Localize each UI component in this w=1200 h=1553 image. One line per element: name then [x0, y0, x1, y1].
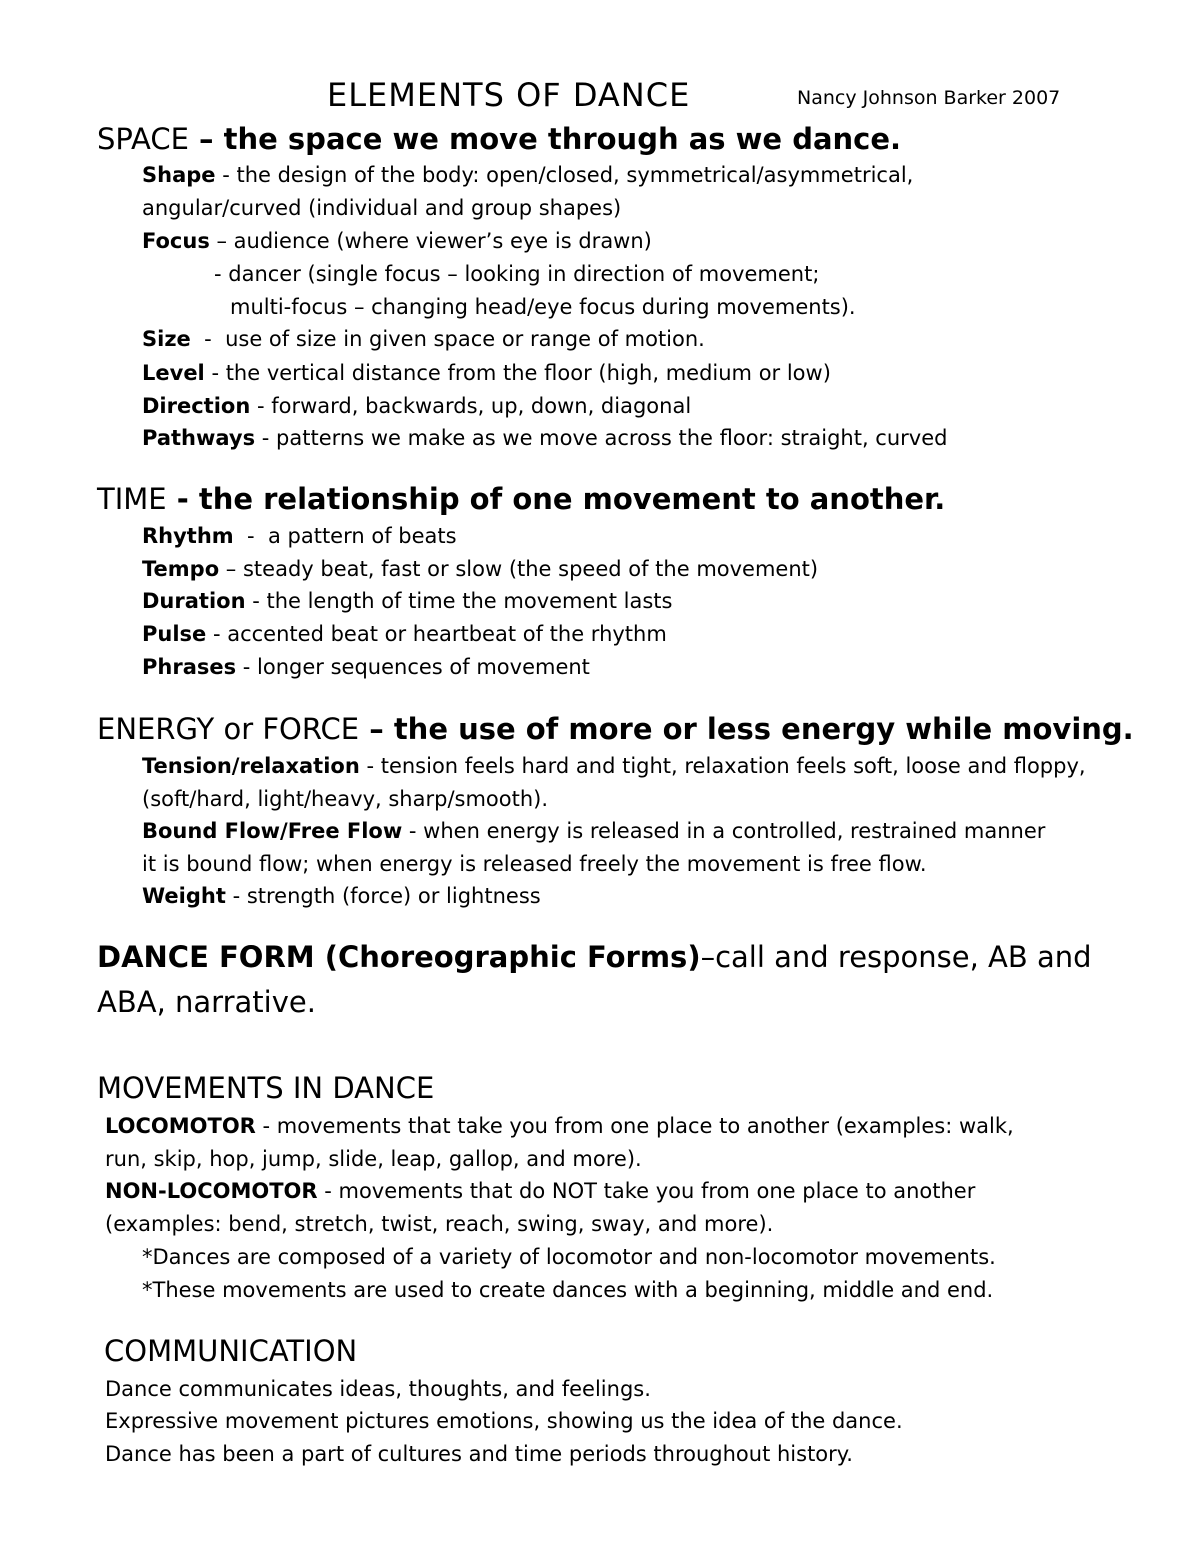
duration-term: Duration [142, 589, 246, 613]
energy-heading [97, 712, 1134, 746]
direction-line [142, 394, 691, 418]
communication-line-1: Dance communicates ideas, thoughts, and feelings. [105, 1377, 651, 1401]
shape-term: Shape [142, 163, 216, 187]
non-locomotor-definition: - movements that do NOT take you from one place to another [317, 1179, 976, 1203]
locomotor-term: LOCOMOTOR [105, 1114, 256, 1138]
size-line [142, 327, 705, 351]
locomotor-line [105, 1114, 1014, 1138]
tempo-line [142, 557, 818, 581]
dance-form-rest: –call and response, AB and [700, 940, 1092, 974]
weight-definition: - strength (force) or lightness [225, 884, 541, 908]
document-title: ELEMENTS OF DANCE [327, 76, 691, 114]
level-line [142, 361, 831, 385]
rhythm-line [142, 524, 457, 548]
non-locomotor-line [105, 1179, 975, 1203]
tension-definition: - tension feels hard and tight, relaxation feels soft, loose and floppy, [359, 754, 1086, 778]
shape-line-cont: angular/curved (individual and group shapes) [142, 196, 622, 220]
space-heading [97, 122, 901, 156]
bound-flow-line [142, 819, 1045, 843]
direction-definition: - forward, backwards, up, down, diagonal [250, 394, 692, 418]
pathways-definition: - patterns we make as we move across the floor: straight, curved [255, 426, 948, 450]
rhythm-definition: - a pattern of beats [233, 524, 457, 548]
tension-line [142, 754, 1086, 778]
space-heading-term: SPACE [97, 122, 189, 156]
communication-line-2: Expressive movement pictures emotions, showing us the idea of the dance. [105, 1409, 903, 1433]
phrases-definition: - longer sequences of movement [236, 655, 590, 679]
energy-heading-term: ENERGY or FORCE [97, 712, 360, 746]
locomotor-line-cont: run, skip, hop, jump, slide, leap, gallop, and more). [105, 1147, 642, 1171]
pathways-term: Pathways [142, 426, 256, 450]
tempo-term: Tempo [142, 557, 220, 581]
level-definition: - the vertical distance from the floor (high, medium or low) [204, 361, 831, 385]
author-credit: Nancy Johnson Barker 2007 [797, 87, 1061, 109]
dance-form-term: DANCE FORM (Choreographic Forms) [97, 940, 701, 974]
pulse-line [142, 622, 667, 646]
communication-line-3: Dance has been a part of cultures and time periods throughout history. [105, 1442, 853, 1466]
weight-line [142, 884, 541, 908]
communication-heading: COMMUNICATION [104, 1334, 358, 1368]
pathways-line [142, 426, 947, 450]
weight-term: Weight [142, 884, 226, 908]
focus-line [142, 229, 652, 253]
size-term: Size [142, 327, 191, 351]
duration-line [142, 589, 672, 613]
bound-flow-definition: - when energy is released in a controlled, restrained manner [402, 819, 1046, 843]
pulse-definition: - accented beat or heartbeat of the rhythm [206, 622, 667, 646]
time-heading-term: TIME [97, 482, 167, 516]
movements-heading: MOVEMENTS IN DANCE [97, 1071, 435, 1105]
dance-form-cont: ABA, narrative. [97, 985, 316, 1019]
shape-line [142, 163, 913, 187]
movements-note-1: *Dances are composed of a variety of locomotor and non-locomotor movements. [142, 1245, 996, 1269]
tension-line-cont: (soft/hard, light/heavy, sharp/smooth). [142, 787, 549, 811]
dance-form-heading [97, 940, 1092, 974]
non-locomotor-line-cont: (examples: bend, stretch, twist, reach, swing, sway, and more). [105, 1212, 774, 1236]
focus-line-2: - dancer (single focus – looking in direction of movement; [214, 262, 820, 286]
rhythm-term: Rhythm [142, 524, 234, 548]
size-definition: - use of size in given space or range of motion. [190, 327, 705, 351]
tension-term: Tension/relaxation [142, 754, 360, 778]
locomotor-definition: - movements that take you from one place to another (examples: walk, [255, 1114, 1014, 1138]
bound-flow-line-cont: it is bound flow; when energy is released freely the movement is free flow. [142, 852, 927, 876]
pulse-term: Pulse [142, 622, 207, 646]
phrases-line [142, 655, 590, 679]
direction-term: Direction [142, 394, 251, 418]
focus-definition: – audience (where viewer’s eye is drawn) [209, 229, 652, 253]
time-heading [97, 482, 945, 516]
focus-term: Focus [142, 229, 210, 253]
energy-heading-rest: – the use of more or less energy while moving. [359, 712, 1134, 746]
tempo-definition: – steady beat, fast or slow (the speed of the movement) [219, 557, 819, 581]
time-heading-rest: - the relationship of one movement to another. [166, 482, 946, 516]
shape-definition: - the design of the body: open/closed, symmetrical/asymmetrical, [215, 163, 914, 187]
duration-definition: - the length of time the movement lasts [245, 589, 673, 613]
level-term: Level [142, 361, 205, 385]
bound-flow-term: Bound Flow/Free Flow [142, 819, 403, 843]
non-locomotor-term: NON-LOCOMOTOR [105, 1179, 318, 1203]
phrases-term: Phrases [142, 655, 237, 679]
movements-note-2: *These movements are used to create dances with a beginning, middle and end. [142, 1278, 994, 1302]
space-heading-rest: – the space we move through as we dance. [188, 122, 902, 156]
focus-line-3: multi-focus – changing head/eye focus during movements). [230, 295, 856, 319]
